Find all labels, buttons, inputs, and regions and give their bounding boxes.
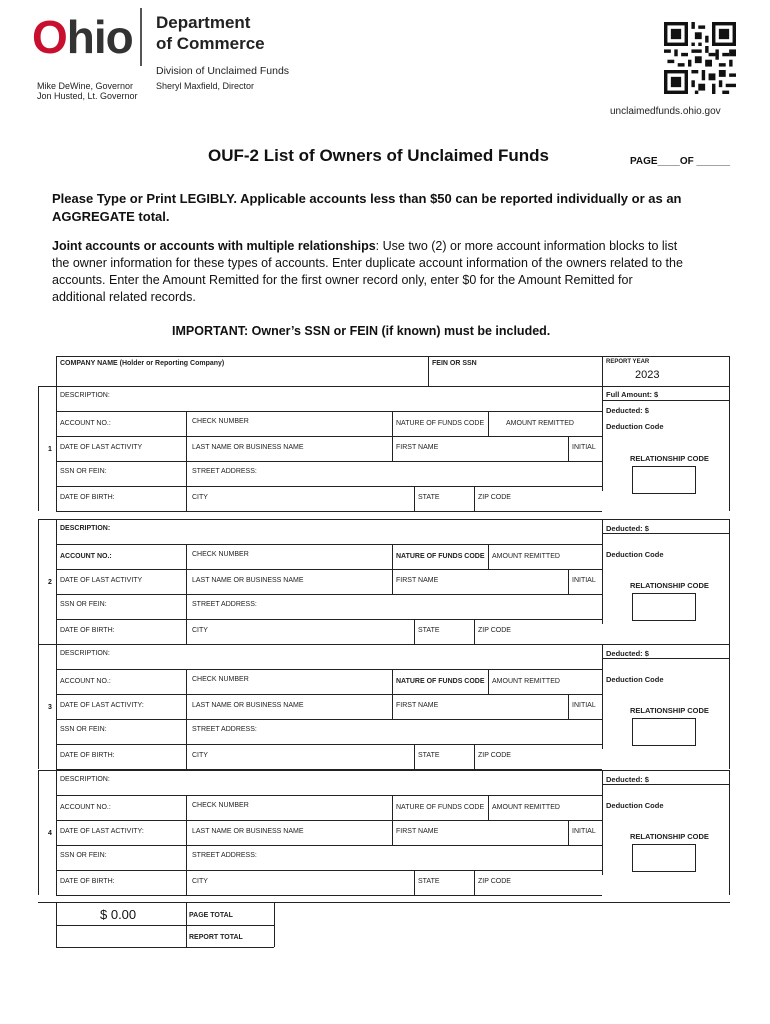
street-address-label: STREET ADDRESS:	[192, 852, 257, 859]
last-name-label: LAST NAME OR BUSINESS NAME	[192, 702, 304, 709]
check-number-label: CHECK NUMBER	[192, 551, 249, 558]
grid-line	[602, 386, 603, 491]
relationship-code-input[interactable]	[632, 844, 696, 872]
department-name	[156, 12, 265, 54]
grid-line	[602, 519, 603, 624]
grid-line	[602, 533, 730, 534]
lt-governor-name: Jon Husted, Lt. Governor	[37, 91, 138, 101]
date-last-activity-label: DATE OF LAST ACTIVITY:	[60, 828, 144, 835]
nature-of-funds-label: NATURE OF FUNDS CODE	[396, 804, 485, 811]
grid-line	[474, 744, 475, 769]
deducted-label: Deducted: $	[606, 524, 649, 533]
initial-label: INITIAL	[572, 444, 596, 451]
deducted-label: Deducted: $	[606, 775, 649, 784]
first-name-label: FIRST NAME	[396, 828, 439, 835]
grid-line	[568, 820, 569, 845]
relationship-code-input[interactable]	[632, 466, 696, 494]
company-name-label: COMPANY NAME (Holder or Reporting Company)	[60, 360, 225, 367]
grid-line	[729, 770, 730, 895]
relationship-code-label: RELATIONSHIP CODE	[630, 454, 709, 463]
first-name-label: FIRST NAME	[396, 444, 439, 451]
initial-label: INITIAL	[572, 577, 596, 584]
grid-line	[392, 820, 393, 845]
grid-line	[392, 694, 393, 719]
grid-line	[56, 744, 602, 745]
grid-line	[56, 461, 602, 462]
block-number: 4	[48, 830, 52, 837]
grid-line	[414, 619, 415, 644]
qr-code-icon	[664, 22, 736, 94]
grid-line	[56, 719, 602, 720]
grid-line	[38, 644, 39, 769]
city-label: CITY	[192, 878, 208, 885]
description-label: DESCRIPTION:	[60, 776, 110, 783]
initial-label: INITIAL	[572, 828, 596, 835]
date-of-birth-label: DATE OF BIRTH:	[60, 494, 115, 501]
relationship-code-label: RELATIONSHIP CODE	[630, 706, 709, 715]
zip-code-label: ZIP CODE	[478, 627, 511, 634]
grid-line	[56, 795, 602, 796]
amount-remitted-label: AMOUNT REMITTED	[492, 804, 560, 811]
grid-line	[392, 436, 393, 461]
grid-line	[488, 795, 489, 820]
date-of-birth-label: DATE OF BIRTH:	[60, 878, 115, 885]
street-address-label: STREET ADDRESS:	[192, 468, 257, 475]
description-label: DESCRIPTION:	[60, 525, 111, 532]
amount-remitted-label: AMOUNT REMITTED	[492, 553, 560, 560]
deducted-label: Deducted: $	[606, 649, 649, 658]
grid-line	[56, 694, 602, 695]
report-year-value[interactable]: 2023	[635, 369, 660, 381]
relationship-code-label: RELATIONSHIP CODE	[630, 581, 709, 590]
grid-line	[56, 544, 602, 545]
director-name: Sheryl Maxfield, Director	[156, 81, 255, 91]
grid-line	[474, 870, 475, 895]
ssn-label: SSN OR FEIN:	[60, 726, 107, 733]
grid-line	[392, 544, 393, 569]
report-total-label: REPORT TOTAL	[189, 934, 243, 941]
grid-line	[56, 511, 602, 512]
grid-line	[568, 569, 569, 594]
grid-line	[56, 594, 602, 595]
grid-line	[56, 895, 602, 896]
grid-line	[56, 436, 602, 437]
date-last-activity-label: DATE OF LAST ACTIVITY	[60, 444, 143, 451]
city-label: CITY	[192, 494, 208, 501]
page-total-amount[interactable]: $ 0.00	[100, 907, 137, 922]
grid-line	[38, 519, 730, 520]
grid-line	[56, 619, 602, 620]
grid-line	[56, 486, 602, 487]
grid-line	[56, 870, 602, 871]
grid-line	[414, 744, 415, 769]
joint-accounts-text: : Use two (2) or more account information blocks to list the owner information for these types of accounts. Enter duplicate account information of the owners related to the accounts. Enter the Amount Remitted for the first owner record only, enter $0 for the Amount Remitted for additional related records.	[52, 239, 683, 304]
description-label: DESCRIPTION:	[60, 392, 110, 399]
grid-line	[488, 669, 489, 694]
grid-line	[186, 411, 187, 511]
grid-line	[729, 644, 730, 769]
grid-line	[602, 784, 730, 785]
relationship-code-label: RELATIONSHIP CODE	[630, 832, 709, 841]
grid-line	[414, 870, 415, 895]
deduction-code-label: Deduction Code	[606, 801, 664, 810]
page-total-label: PAGE TOTAL	[189, 912, 233, 919]
last-name-label: LAST NAME OR BUSINESS NAME	[192, 444, 304, 451]
state-label: STATE	[418, 627, 440, 634]
grid-line	[186, 795, 187, 895]
grid-line	[56, 519, 57, 644]
last-name-label: LAST NAME OR BUSINESS NAME	[192, 828, 304, 835]
street-address-label: STREET ADDRESS:	[192, 726, 257, 733]
grid-line	[56, 569, 602, 570]
joint-accounts-heading: Joint accounts or accounts with multiple relationships	[52, 239, 376, 253]
grid-line	[414, 486, 415, 511]
instructions-joint-accounts	[52, 238, 686, 306]
amount-remitted-label: AMOUNT REMITTED	[492, 678, 560, 685]
initial-label: INITIAL	[572, 702, 596, 709]
block-number: 1	[48, 446, 52, 453]
check-number-label: CHECK NUMBER	[192, 676, 249, 683]
grid-line	[568, 694, 569, 719]
grid-line	[392, 795, 393, 820]
form-title: OUF-2 List of Owners of Unclaimed Funds	[208, 146, 549, 165]
governor-name: Mike DeWine, Governor	[37, 81, 134, 91]
grid-line	[729, 519, 730, 644]
report-year-label: REPORT YEAR	[606, 359, 650, 365]
zip-code-label: ZIP CODE	[478, 878, 511, 885]
date-of-birth-label: DATE OF BIRTH:	[60, 752, 115, 759]
grid-line	[38, 386, 730, 387]
department-line-1: Department	[156, 13, 251, 32]
block-number: 2	[48, 579, 52, 586]
grid-line	[38, 770, 39, 895]
fein-label: FEIN OR SSN	[432, 360, 477, 367]
grid-line	[474, 486, 475, 511]
grid-line	[602, 400, 730, 401]
grid-line	[38, 644, 730, 645]
city-label: CITY	[192, 752, 208, 759]
page-of-field[interactable]: PAGE____OF ______	[630, 156, 730, 167]
deducted-label: Deducted: $	[606, 406, 649, 415]
last-name-label: LAST NAME OR BUSINESS NAME	[192, 577, 304, 584]
grid-line	[602, 658, 730, 659]
street-address-label: STREET ADDRESS:	[192, 601, 257, 608]
grid-line	[56, 669, 602, 670]
nature-of-funds-label: NATURE OF FUNDS CODE	[396, 420, 485, 427]
instructions-legibly: Please Type or Print LEGIBLY. Applicable accounts less than $50 can be reported individually or as an AGGREGATE total.	[52, 191, 682, 224]
amount-remitted-label: AMOUNT REMITTED	[506, 420, 574, 427]
date-last-activity-label: DATE OF LAST ACTIVITY	[60, 577, 143, 584]
grid-line	[488, 411, 489, 436]
zip-code-label: ZIP CODE	[478, 494, 511, 501]
full-amount-label: Full Amount: $	[606, 390, 659, 399]
date-last-activity-label: DATE OF LAST ACTIVITY:	[60, 702, 144, 709]
grid-line	[729, 386, 730, 511]
grid-line	[392, 569, 393, 594]
grid-line	[568, 436, 569, 461]
deduction-code-label: Deduction Code	[606, 422, 664, 431]
zip-code-label: ZIP CODE	[478, 752, 511, 759]
relationship-code-input[interactable]	[632, 593, 696, 621]
ohio-logo: Ohio	[32, 11, 133, 63]
department-line-2: of Commerce	[156, 34, 265, 53]
grid-line	[38, 386, 39, 511]
state-label: STATE	[418, 752, 440, 759]
important-note: IMPORTANT: Owner’s SSN or FEIN (if known) must be included.	[172, 324, 551, 338]
state-label: STATE	[418, 494, 440, 501]
ssn-label: SSN OR FEIN:	[60, 852, 107, 859]
logo-divider	[140, 8, 142, 66]
account-no-label: ACCOUNT NO.:	[60, 553, 112, 560]
grid-line	[186, 669, 187, 769]
block-number: 3	[48, 704, 52, 711]
first-name-label: FIRST NAME	[396, 577, 439, 584]
check-number-label: CHECK NUMBER	[192, 418, 249, 425]
grid-line	[488, 544, 489, 569]
date-of-birth-label: DATE OF BIRTH:	[60, 627, 115, 634]
grid-line	[56, 770, 57, 895]
grid-line	[602, 770, 603, 875]
deduction-code-label: Deduction Code	[606, 675, 664, 684]
ssn-label: SSN OR FEIN:	[60, 601, 107, 608]
first-name-label: FIRST NAME	[396, 702, 439, 709]
grid-line	[392, 411, 393, 436]
grid-line	[38, 770, 730, 771]
grid-line	[56, 411, 602, 412]
ssn-label: SSN OR FEIN:	[60, 468, 107, 475]
grid-line	[56, 820, 602, 821]
account-no-label: ACCOUNT NO.:	[60, 678, 111, 685]
grid-line	[186, 544, 187, 644]
grid-line	[38, 519, 39, 644]
grid-line	[392, 669, 393, 694]
deduction-code-label: Deduction Code	[606, 550, 664, 559]
account-no-label: ACCOUNT NO.:	[60, 420, 111, 427]
grid-line	[474, 619, 475, 644]
division-name: Division of Unclaimed Funds	[156, 65, 290, 77]
grid-line	[56, 644, 57, 769]
website-url: unclaimedfunds.ohio.gov	[610, 106, 721, 117]
relationship-code-input[interactable]	[632, 718, 696, 746]
state-label: STATE	[418, 878, 440, 885]
description-label: DESCRIPTION:	[60, 650, 110, 657]
account-no-label: ACCOUNT NO.:	[60, 804, 111, 811]
grid-line	[56, 845, 602, 846]
nature-of-funds-label: NATURE OF FUNDS CODE	[396, 553, 485, 560]
nature-of-funds-label: NATURE OF FUNDS CODE	[396, 678, 485, 685]
check-number-label: CHECK NUMBER	[192, 802, 249, 809]
city-label: CITY	[192, 627, 208, 634]
grid-line	[56, 386, 57, 511]
grid-line	[602, 644, 603, 749]
